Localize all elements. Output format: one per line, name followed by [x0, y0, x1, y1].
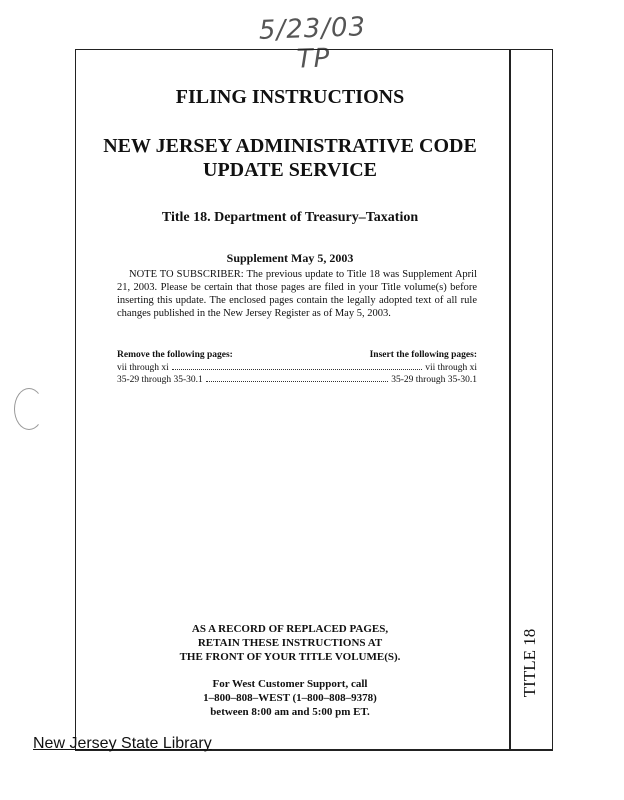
- insert-header: Insert the following pages:: [369, 350, 477, 360]
- filing-instructions-heading: FILING INSTRUCTIONS: [175, 86, 405, 108]
- support-line: For West Customer Support, call: [212, 678, 368, 690]
- record-instructions: [90, 622, 490, 664]
- dot-leader: [206, 381, 388, 382]
- insert-pages: vii through xi: [425, 363, 477, 373]
- library-stamp: New Jersey State Library: [33, 735, 212, 752]
- binder-hole: [14, 388, 44, 430]
- handwritten-date-note: 5/23/03 TP: [258, 12, 367, 75]
- code-title-line2: UPDATE SERVICE: [203, 159, 377, 181]
- remove-pages: vii through xi: [117, 363, 169, 373]
- support-hours: between 8:00 am and 5:00 pm ET.: [210, 706, 370, 718]
- pages-table: [117, 350, 477, 386]
- note-to-subscriber: NOTE TO SUBSCRIBER: The previous update to Title 18 was Supplement April 21, 2003. Please be certain that those pages are filed in your Title volume(s) before inserting this update. The enclosed pages contain the legally adopted text of all rule changes published in the New Jersey Register as of May 5, 2003.: [117, 269, 477, 319]
- title-department: Title 18. Department of Treasury–Taxation: [161, 210, 419, 225]
- dot-leader: [172, 369, 423, 370]
- pages-table-row: [117, 362, 477, 374]
- support-phone: 1–800–808–WEST (1–800–808–9378): [203, 692, 377, 704]
- code-title-line1: NEW JERSEY ADMINISTRATIVE CODE: [103, 135, 477, 157]
- customer-support: [90, 677, 490, 719]
- remove-header: Remove the following pages:: [117, 350, 233, 360]
- title-tab: [512, 618, 548, 708]
- code-title: [90, 134, 490, 182]
- pages-table-header: [117, 350, 477, 360]
- supplement-date: Supplement May 5, 2003: [226, 251, 354, 265]
- record-line: RETAIN THESE INSTRUCTIONS AT: [197, 637, 383, 649]
- remove-pages: 35-29 through 35-30.1: [117, 375, 203, 385]
- title-tab-label: TITLE 18: [520, 628, 540, 698]
- record-line: AS A RECORD OF REPLACED PAGES,: [191, 623, 389, 635]
- insert-pages: 35-29 through 35-30.1: [391, 375, 477, 385]
- record-line: THE FRONT OF YOUR TITLE VOLUME(S).: [179, 651, 401, 663]
- tab-divider-line: [509, 49, 511, 749]
- pages-table-row: [117, 374, 477, 386]
